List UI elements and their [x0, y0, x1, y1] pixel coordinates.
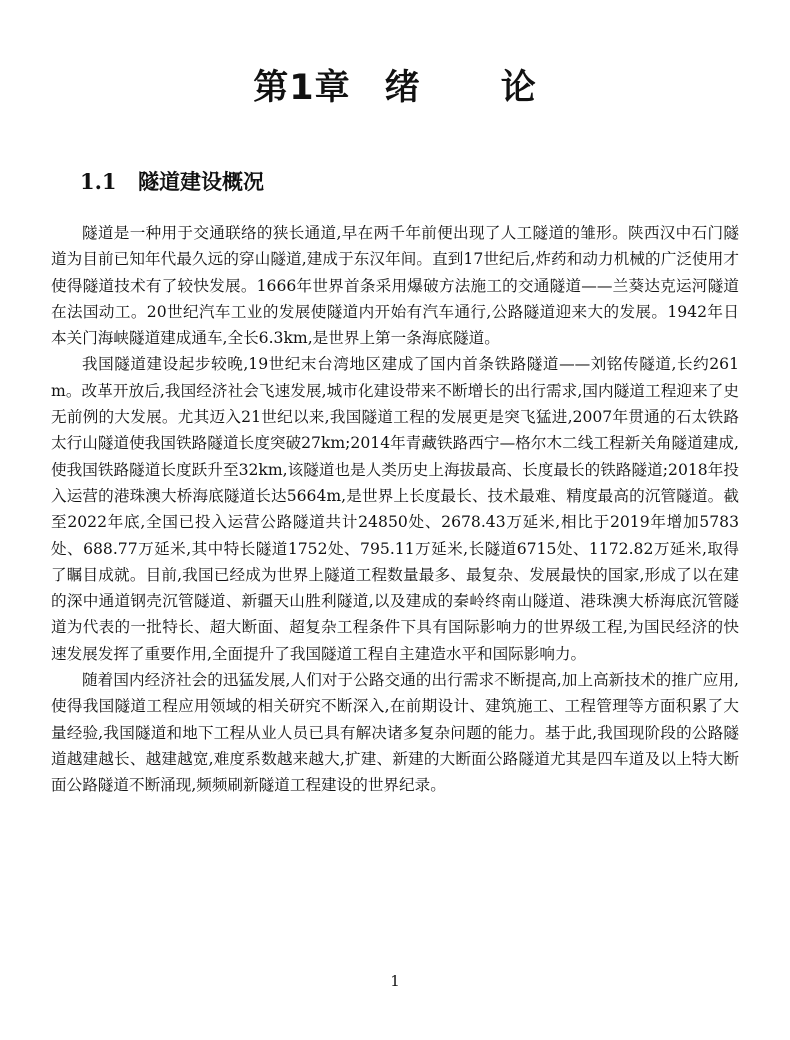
chapter-number: 1 [289, 68, 315, 108]
body-text [51, 220, 739, 799]
section-heading [80, 166, 264, 198]
section-title: 隧道建设概况 [138, 170, 264, 194]
paragraph: 随着国内经济社会的迅猛发展,人们对于公路交通的出行需求不断提高,加上高新技术的推广应用,使得我国隧道工程应用领域的相关研究不断深入,在前期设计、建筑施工、工程管理等方面积累了大量经验,我国隧道和地下工程从业人员已具有解决诸多复杂问题的能力。基于此,我国现阶段的公路隧道越建越长、越建越宽,难度系数越来越大,扩建、新建的大断面公路隧道尤其是四车道及以上特大断面公路隧道不断涌现,频频刷新隧道工程建设的世界纪录。 [51, 671, 739, 795]
chapter-title [0, 66, 790, 110]
paragraph: 隧道是一种用于交通联络的狭长通道,早在两千年前便出现了人工隧道的雏形。陕西汉中石门隧道为目前已知年代最久远的穿山隧道,建成于东汉年间。直到17世纪后,炸药和动力机械的广泛使用才使得隧道技术有了较快发展。1666年世界首条采用爆破方法施工的交通隧道——兰葵达克运河隧道在法国动工。20世纪汽车工业的发展使隧道内开始有汽车通行,公路隧道迎来大的发展。1942年日本关门海峡隧道建成通车,全长6.3km,是世界上第一条海底隧道。 [51, 224, 739, 348]
page-number: 1 [390, 972, 400, 990]
paragraph: 我国隧道建设起步较晚,19世纪末台湾地区建成了国内首条铁路隧道——刘铭传隧道,长约261m。改革开放后,我国经济社会飞速发展,城市化建设带来不断增长的出行需求,国内隧道工程迎来了史无前例的大发展。尤其迈入21世纪以来,我国隧道工程的发展更是突飞猛进,2007年贯通的石太铁路太行山隧道使我国铁路隧道长度突破27km;2014年青藏铁路西宁—格尔木二线工程新关角隧道建成,使我国铁路隧道长度跃升至32km,该隧道也是人类历史上海拔最高、长度最长的铁路隧道;2018年投入运营的港珠澳大桥海底隧道长达5664m,是世界上长度最长、技术最难、精度最高的沉管隧道。截至2022年底,全国已投入运营公路隧道共计24850处、2678.43万延米,相比于2019年增加5783处、688.77万延米,其中特长隧道1752处、795.11万延米,长隧道6715处、1172.82万延米,取得了瞩目成就。目前,我国已经成为世界上隧道工程数量最多、最复杂、发展最快的国家,形成了以在建的深中通道钢壳沉管隧道、新疆天山胜利隧道,以及建成的秦岭终南山隧道、港珠澳大桥海底沉管隧道为代表的一批特长、超大断面、超复杂工程条件下具有国际影响力的世界级工程,为国民经济的快速发展发挥了重要作用,全面提升了我国隧道工程自主建造水平和国际影响力。 [51, 355, 739, 663]
chapter-title-word-1: 绪 [384, 68, 421, 108]
chapter-title-word-2: 论 [500, 68, 537, 108]
chapter-label-suffix: 章 [314, 68, 351, 108]
chapter-label-prefix: 第 [253, 68, 290, 108]
section-number: 1.1 [80, 169, 117, 194]
